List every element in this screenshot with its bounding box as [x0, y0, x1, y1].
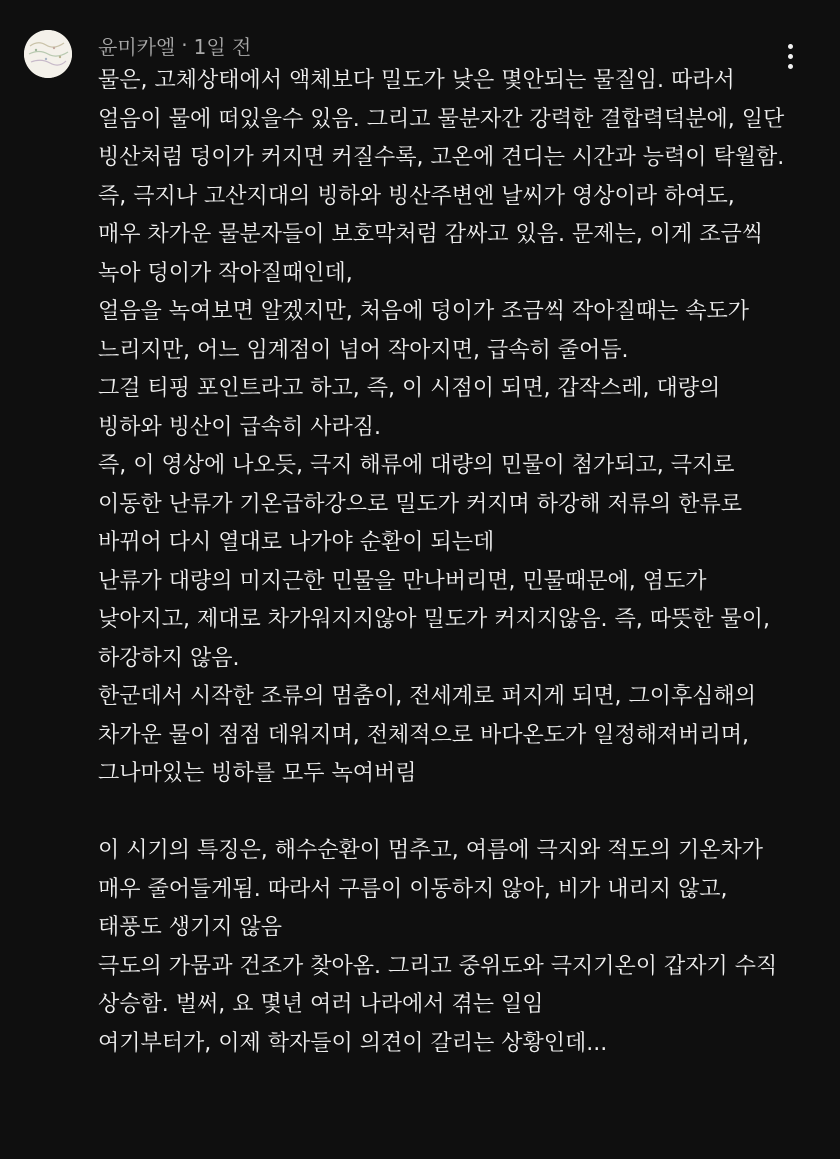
comment-timestamp[interactable]: 1일 전: [193, 34, 252, 59]
comment-line: 하강하지 않음.: [98, 645, 240, 671]
comment-line: 난류가 대량의 미지근한 민물을 만나버리면, 민물때문에, 염도가: [98, 568, 707, 594]
more-vert-icon-dot: [788, 54, 793, 59]
comment-line: 극도의 가뭄과 건조가 찾아옴. 그리고 중위도와 극지기온이 갑자기 수직: [98, 953, 778, 979]
comment-line: 낮아지고, 제대로 차가워지지않아 밀도가 커지지않음. 즉, 따뜻한 물이,: [98, 607, 770, 632]
comment-header: [98, 31, 251, 59]
comment-line: 물은, 고체상태에서 액체보다 밀도가 낮은 몇안되는 물질임. 따라서: [98, 68, 735, 93]
comment-line: 얼음을 녹여보면 알겠지만, 처음에 덩이가 조금씩 작아질때는 속도가: [98, 299, 750, 324]
comment-line: 그나마있는 빙하를 모두 녹여버림: [98, 761, 417, 786]
comment-line: 이 시기의 특징은, 해수순환이 멈추고, 여름에 극지와 적도의 기온차가: [98, 838, 763, 863]
comment-line: 빙하와 빙산이 급속히 사라짐.: [98, 414, 381, 440]
comment-line: 바뀌어 다시 열대로 나가야 순환이 되는데: [98, 530, 495, 555]
comment-blank-line: [98, 794, 798, 833]
meta-separator: ·: [181, 33, 188, 57]
comment-line: 이동한 난류가 기온급하강으로 밀도가 커지며 하강해 저류의 한류로: [98, 491, 743, 517]
comment-line: 매우 차가운 물분자들이 보호막처럼 감싸고 있음. 문제는, 이게 조금씩: [98, 222, 763, 247]
comment-line: 매우 줄어들게됨. 따라서 구름이 이동하지 않아, 비가 내리지 않고,: [98, 876, 728, 902]
comment-line: 차가운 물이 점점 데워지며, 전체적으로 바다온도가 일정해져버리며,: [98, 722, 750, 748]
comment-line: 즉, 이 영상에 나오듯, 극지 해류에 대량의 민물이 첨가되고, 극지로: [98, 453, 735, 478]
comment-line: 빙산처럼 덩이가 커지면 커질수록, 고온에 견디는 시간과 능력이 탁월함.: [98, 145, 785, 170]
comment-line: 즉, 극지나 고산지대의 빙하와 빙산주변엔 날씨가 영상이라 하여도,: [98, 183, 735, 209]
more-vert-icon: [788, 44, 793, 49]
avatar[interactable]: [24, 30, 72, 78]
comment-line: 태풍도 생기지 않음: [98, 915, 283, 940]
author-name[interactable]: 윤미카엘: [98, 34, 176, 59]
comment-line: 느리지만, 어느 임계점이 넘어 작아지면, 급속히 줄어듬.: [98, 337, 629, 363]
comment-line: 녹아 덩이가 작아질때인데,: [98, 260, 353, 286]
comment-line: 상승함. 벌써, 요 몇년 여러 나라에서 겪는 일임: [98, 992, 544, 1017]
comment-text: [98, 62, 798, 1063]
avatar-icon: [24, 30, 72, 78]
comment-line: 한군데서 시작한 조류의 멈춤이, 전세계로 퍼지게 되면, 그이후심해의: [98, 684, 756, 709]
comment-line: 여기부터가, 이제 학자들이 의견이 갈리는 상황인데...: [98, 1030, 608, 1056]
comment-line: 얼음이 물에 떠있을수 있음. 그리고 물분자간 강력한 결합력덕분에, 일단: [98, 106, 785, 132]
comment-line: 그걸 티핑 포인트라고 하고, 즉, 이 시점이 되면, 갑작스레, 대량의: [98, 376, 721, 401]
